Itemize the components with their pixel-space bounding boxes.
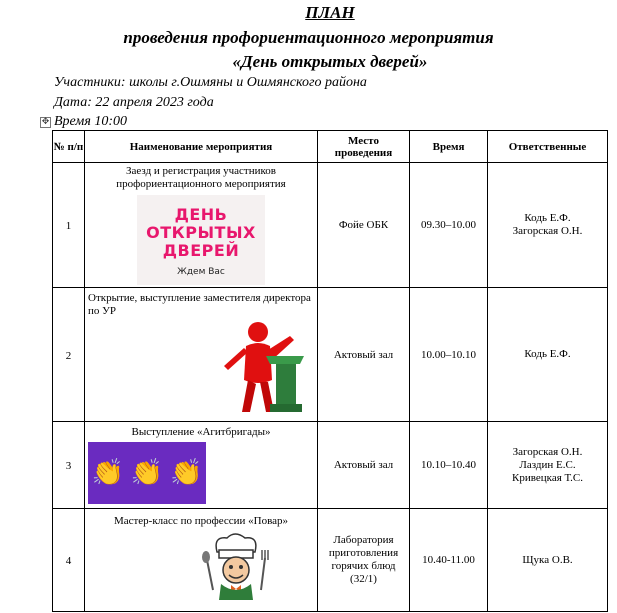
row-time: 10.00–10.10 xyxy=(410,288,488,422)
row-time: 10.10–10.40 xyxy=(410,422,488,509)
banner-caption: Ждем Вас xyxy=(177,267,225,277)
row-activity xyxy=(85,288,318,422)
responsible-person: Кривецкая Т.С. xyxy=(512,471,583,484)
move-handle-icon[interactable]: ✥ xyxy=(41,117,50,127)
row-activity xyxy=(85,509,318,612)
date-line: Дата: 22 апреля 2023 года xyxy=(54,95,214,110)
row-number: 3 xyxy=(53,422,85,509)
row-place: Актовый зал xyxy=(318,288,410,422)
banner-line: ДЕНЬ xyxy=(174,205,228,224)
chef-icon xyxy=(195,530,279,602)
responsible-person: Лаздин Е.С. xyxy=(519,458,576,471)
table-row xyxy=(53,422,608,509)
column-header-place: Место проведения xyxy=(318,131,410,163)
row-responsible xyxy=(488,288,608,422)
row-place: Актовый зал xyxy=(318,422,410,509)
table-row xyxy=(53,288,608,422)
speaker-at-podium-icon xyxy=(214,320,310,415)
row-responsible xyxy=(488,163,608,288)
table-row xyxy=(53,163,608,288)
column-header-name: Наименование мероприятия xyxy=(85,131,318,163)
place-text: Лаборатория приготовления горячих блюд (32/1) xyxy=(328,534,399,585)
table-header-row xyxy=(53,131,608,163)
activity-name: Мастер-класс по профессии «Повар» xyxy=(113,515,289,527)
row-place: Фойе ОБК xyxy=(318,163,410,288)
row-place xyxy=(318,509,410,612)
responsible-person: Загорская О.Н. xyxy=(512,225,583,237)
row-responsible xyxy=(488,422,608,509)
open-doors-banner-image xyxy=(137,195,265,285)
participants-line: Участники: школы г.Ошмяны и Ошмянского района xyxy=(54,75,367,90)
column-header-responsible: Ответственные xyxy=(488,131,608,163)
column-header-time: Время xyxy=(410,131,488,163)
banner-line: ДВЕРЕЙ xyxy=(162,241,240,260)
responsible-person: Загорская О.Н. xyxy=(512,445,583,458)
row-number: 2 xyxy=(53,288,85,422)
row-time: 09.30–10.00 xyxy=(410,163,488,288)
activity-name: Заезд и регистрация участников профориентационного мероприятия xyxy=(116,165,286,190)
time-line: Время 10:00 xyxy=(54,114,128,129)
activity-name: Выступление «Агитбригады» xyxy=(131,426,271,438)
responsible-person: Щука О.В. xyxy=(522,553,573,566)
plan-table xyxy=(52,130,608,612)
responsible-person: Кодь Е.Ф. xyxy=(524,212,571,224)
row-activity xyxy=(85,163,318,288)
row-responsible xyxy=(488,509,608,612)
activity-name: Открытие, выступление заместителя директора по УР xyxy=(88,291,311,317)
row-number: 1 xyxy=(53,163,85,288)
column-header-number: № п/п xyxy=(53,131,85,163)
banner-line: ОТКРЫТЫХ xyxy=(146,223,256,242)
row-number: 4 xyxy=(53,509,85,612)
row-time: 10.40-11.00 xyxy=(410,509,488,612)
document-subtitle: проведения профориентационного мероприятия xyxy=(123,28,494,47)
clapping-hands-icon: 👏 👏 👏 xyxy=(88,442,206,504)
document-title: ПЛАН xyxy=(305,3,355,22)
responsible-person: Кодь Е.Ф. xyxy=(524,348,571,360)
event-name: «День открытых дверей» xyxy=(232,52,428,71)
row-activity xyxy=(85,422,318,509)
table-row xyxy=(53,509,608,612)
